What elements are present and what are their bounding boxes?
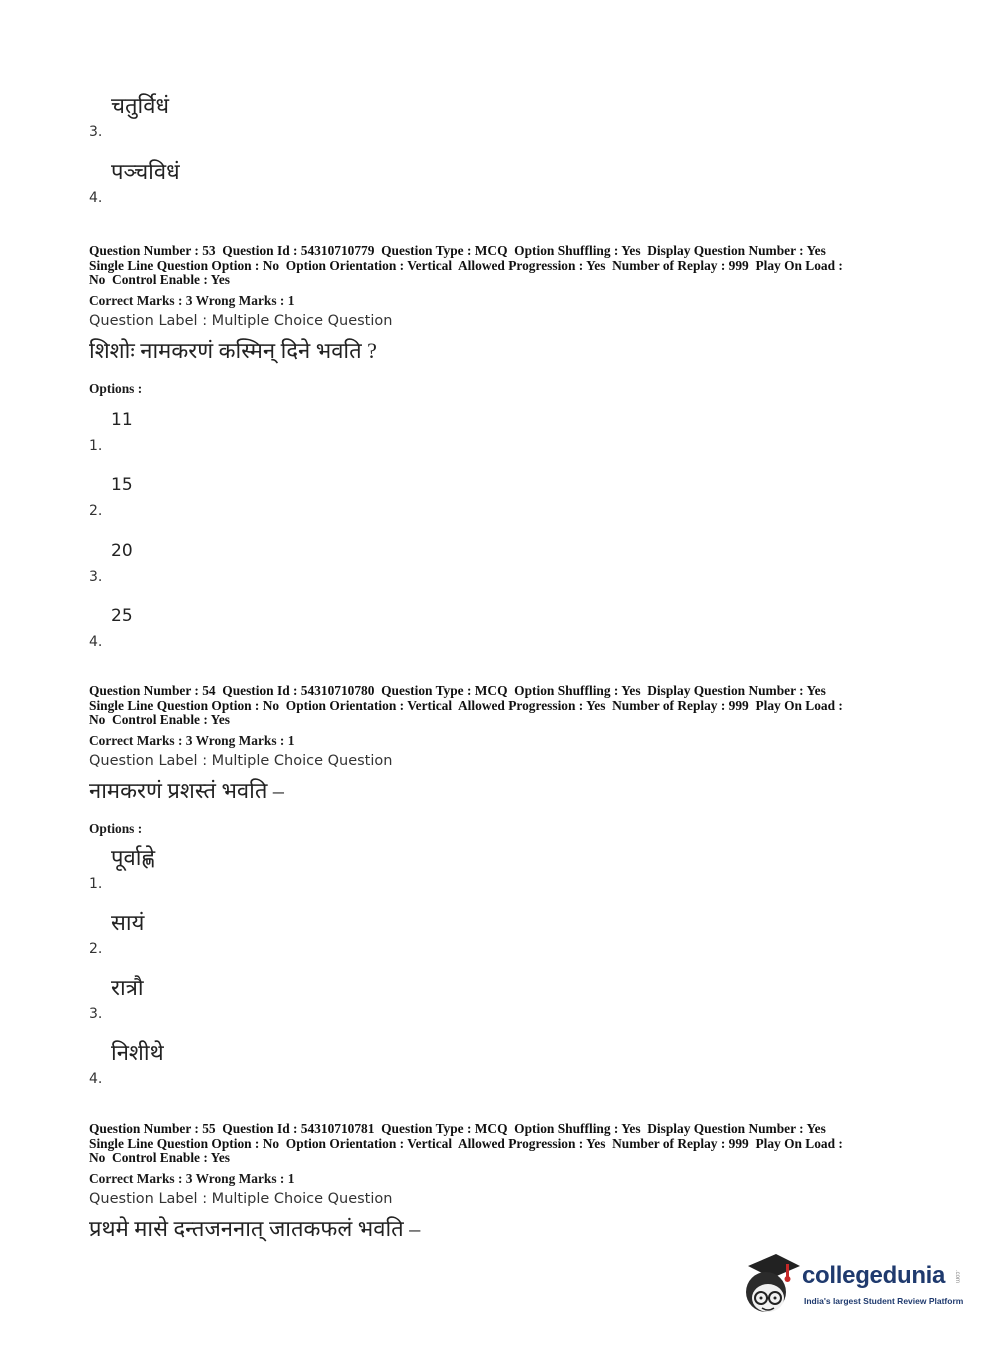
option-item — [89, 90, 489, 140]
question-label: Question Label : Multiple Choice Question — [89, 312, 393, 329]
option-number: 1. — [89, 438, 103, 454]
option-text: 25 — [111, 606, 133, 626]
option-number: 3. — [89, 124, 103, 140]
question-meta: Question Number : 54 Question Id : 54310710780 Question Type : MCQ Option Shuffling : Yes Display Question Number : Yes Single Line Question Option : No Option Orientation : Vertical Allowed Progression : Yes Number of Replay : 999 Play On Load : No Control Enable : Yes — [89, 683, 843, 727]
option-text: निशीथे — [111, 1040, 164, 1065]
question-text: नामकरणं प्रशस्तं भवति – — [89, 777, 284, 803]
option-text: 15 — [111, 475, 133, 495]
brand-tagline: India's largest Student Review Platform — [804, 1296, 964, 1306]
option-number: 1. — [89, 876, 103, 892]
question-marks: Correct Marks : 3 Wrong Marks : 1 — [89, 732, 295, 748]
question-meta: Question Number : 55 Question Id : 54310710781 Question Type : MCQ Option Shuffling : Yes Display Question Number : Yes Single Line Question Option : No Option Orientation : Vertical Allowed Progression : Yes Number of Replay : 999 Play On Load : No Control Enable : Yes — [89, 1121, 843, 1165]
question-meta: Question Number : 53 Question Id : 54310710779 Question Type : MCQ Option Shuffling : Yes Display Question Number : Yes Single Line Question Option : No Option Orientation : Vertical Allowed Progression : Yes Number of Replay : 999 Play On Load : No Control Enable : Yes — [89, 243, 843, 287]
option-item — [89, 600, 489, 650]
option-text: पञ्चविधं — [111, 159, 180, 184]
collegedunia-logo[interactable] — [742, 1250, 972, 1320]
question-block-54 — [89, 684, 919, 804]
question-block-55 — [89, 1122, 919, 1242]
option-item — [89, 1037, 489, 1087]
option-item — [89, 972, 489, 1022]
option-text: रात्रौ — [111, 975, 144, 1000]
option-number: 2. — [89, 503, 103, 519]
option-text: सायं — [111, 910, 145, 935]
option-item — [89, 469, 489, 519]
option-text: 11 — [111, 410, 133, 430]
option-item — [89, 907, 489, 957]
options-heading: Options : — [89, 821, 143, 836]
option-item — [89, 404, 489, 454]
question-label: Question Label : Multiple Choice Question — [89, 1190, 393, 1207]
option-number: 2. — [89, 941, 103, 957]
option-number: 3. — [89, 1006, 103, 1022]
question-text: शिशोः नामकरणं कस्मिन् दिने भवति ? — [89, 337, 377, 363]
question-marks: Correct Marks : 3 Wrong Marks : 1 — [89, 292, 295, 308]
question-marks: Correct Marks : 3 Wrong Marks : 1 — [89, 1170, 295, 1186]
option-item — [89, 156, 489, 206]
option-item — [89, 842, 489, 892]
brand-domain: .com — [954, 1270, 960, 1284]
option-text: चतुर्विधं — [111, 93, 169, 118]
question-text: प्रथमे मासे दन्तजननात् जातकफलं भवति – — [89, 1215, 421, 1241]
question-label: Question Label : Multiple Choice Question — [89, 752, 393, 769]
option-text: 20 — [111, 541, 133, 561]
options-heading: Options : — [89, 381, 143, 396]
option-text: पूर्वाह्णे — [111, 845, 156, 870]
option-number: 3. — [89, 569, 103, 585]
brand-name: collegedunia — [802, 1262, 946, 1289]
option-number: 4. — [89, 190, 103, 206]
question-block-53 — [89, 244, 919, 364]
option-number: 4. — [89, 634, 103, 650]
option-number: 4. — [89, 1071, 103, 1087]
student-mascot-icon — [742, 1250, 802, 1320]
option-item — [89, 535, 489, 585]
